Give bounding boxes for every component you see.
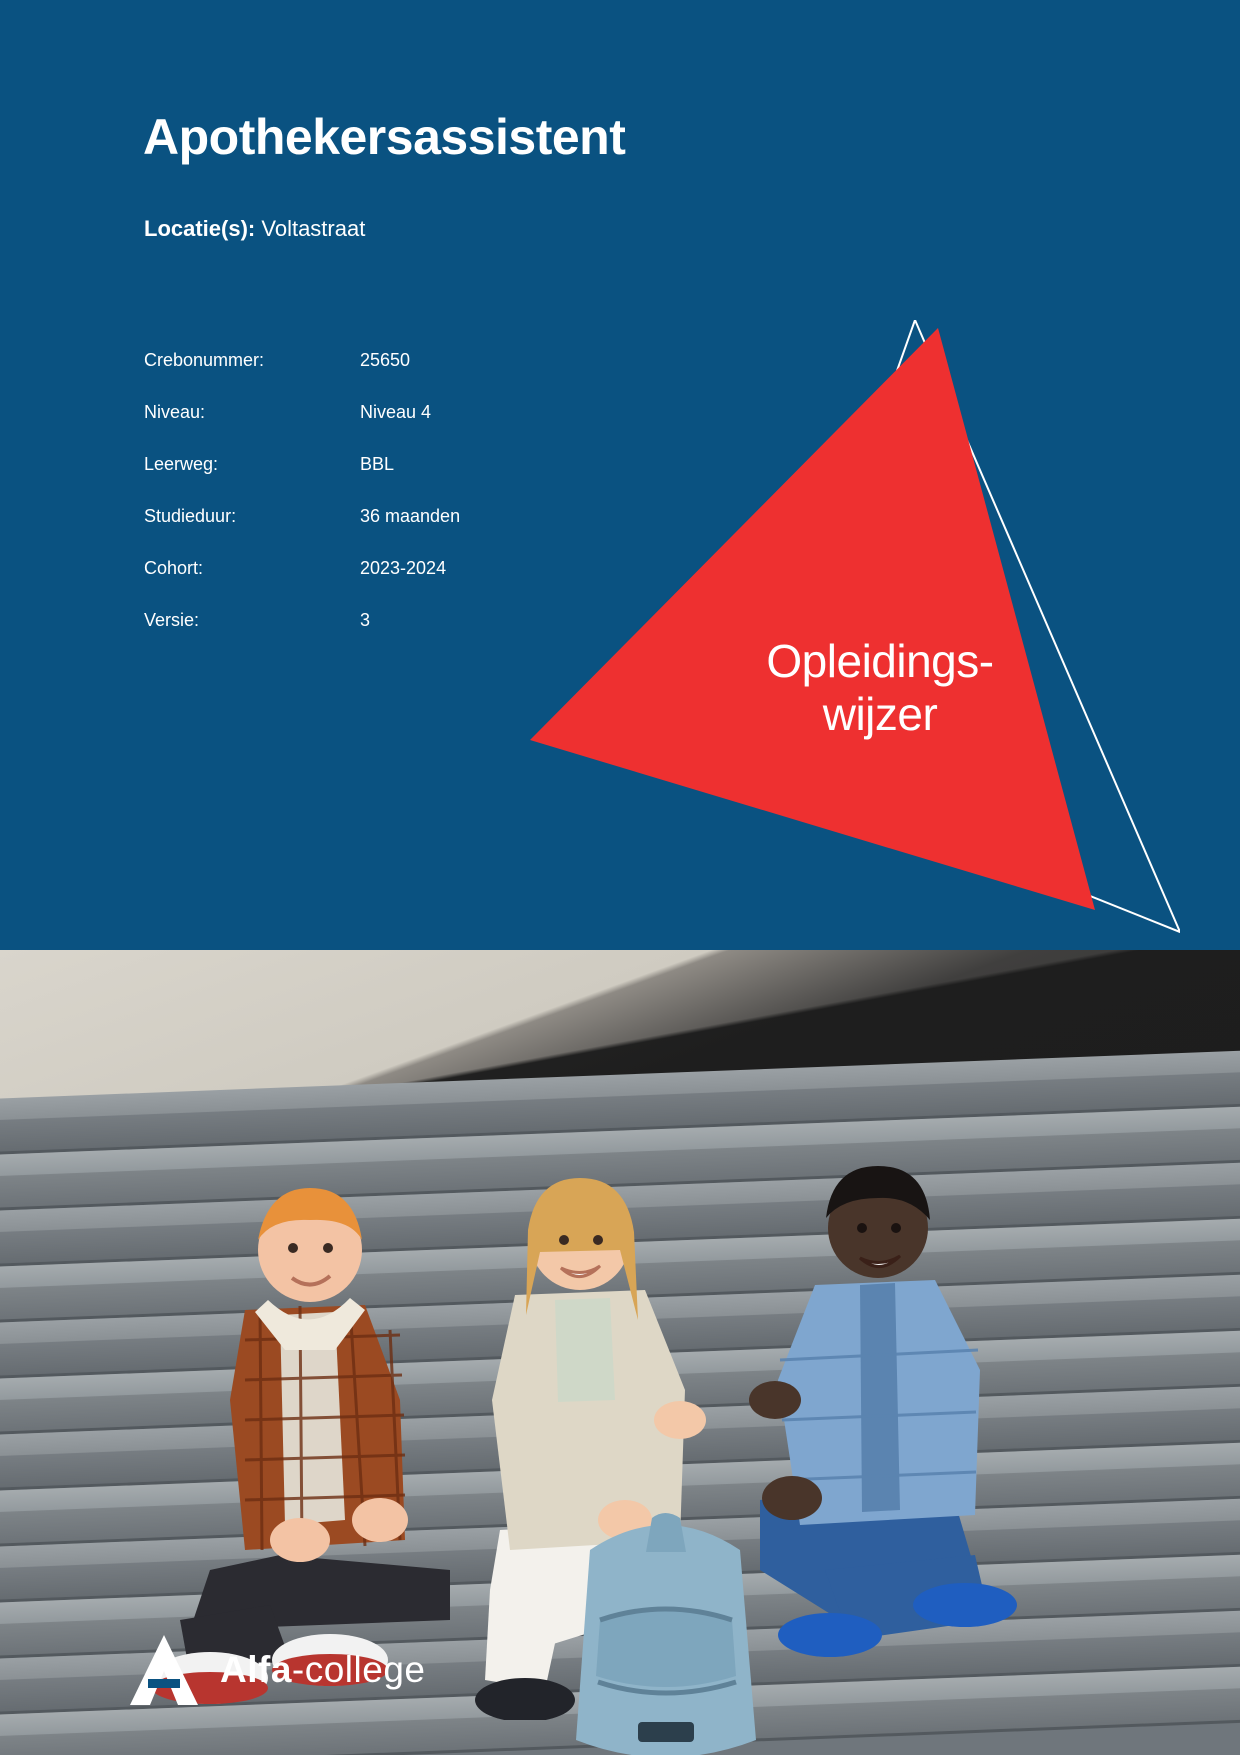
- location-line: [144, 216, 365, 242]
- backpack: [560, 1490, 770, 1755]
- page-title: Apothekersassistent: [143, 109, 626, 165]
- metadata-row: [144, 402, 574, 454]
- metadata-value: Niveau 4: [360, 402, 432, 422]
- metadata-value: 36 maanden: [360, 506, 461, 526]
- logo-name-rest: -college: [291, 1649, 426, 1690]
- logo-name-bold: Alfa: [220, 1649, 292, 1690]
- metadata-value: 2023-2024: [360, 558, 447, 578]
- alfa-college-logo: [128, 1633, 425, 1707]
- metadata-row: [144, 558, 574, 610]
- cover-photo: [0, 950, 1240, 1755]
- logo-wordmark: [220, 1649, 425, 1691]
- location-value: Voltastraat: [261, 216, 366, 241]
- metadata-row: [144, 350, 574, 402]
- metadata-value: BBL: [360, 454, 395, 474]
- metadata-key: Studieduur:: [144, 506, 237, 526]
- metadata-key: Niveau:: [144, 402, 206, 422]
- metadata-key: Leerweg:: [144, 454, 219, 474]
- course-metadata-list: [144, 350, 574, 662]
- metadata-row: [144, 454, 574, 506]
- metadata-key: Versie:: [144, 610, 200, 630]
- location-label: Locatie(s):: [144, 216, 256, 241]
- metadata-key: Crebonummer:: [144, 350, 265, 370]
- badge-line-2: wijzer: [822, 687, 938, 740]
- metadata-row: [144, 610, 574, 662]
- metadata-row: [144, 506, 574, 558]
- metadata-value: 3: [360, 610, 371, 630]
- metadata-key: Cohort:: [144, 558, 204, 578]
- logo-mark-icon: [128, 1633, 202, 1707]
- opleidingswijzer-badge: [530, 320, 1180, 980]
- metadata-value: 25650: [360, 350, 411, 370]
- badge-line-1: Opleidings-: [766, 635, 994, 687]
- badge-text: [630, 635, 1130, 741]
